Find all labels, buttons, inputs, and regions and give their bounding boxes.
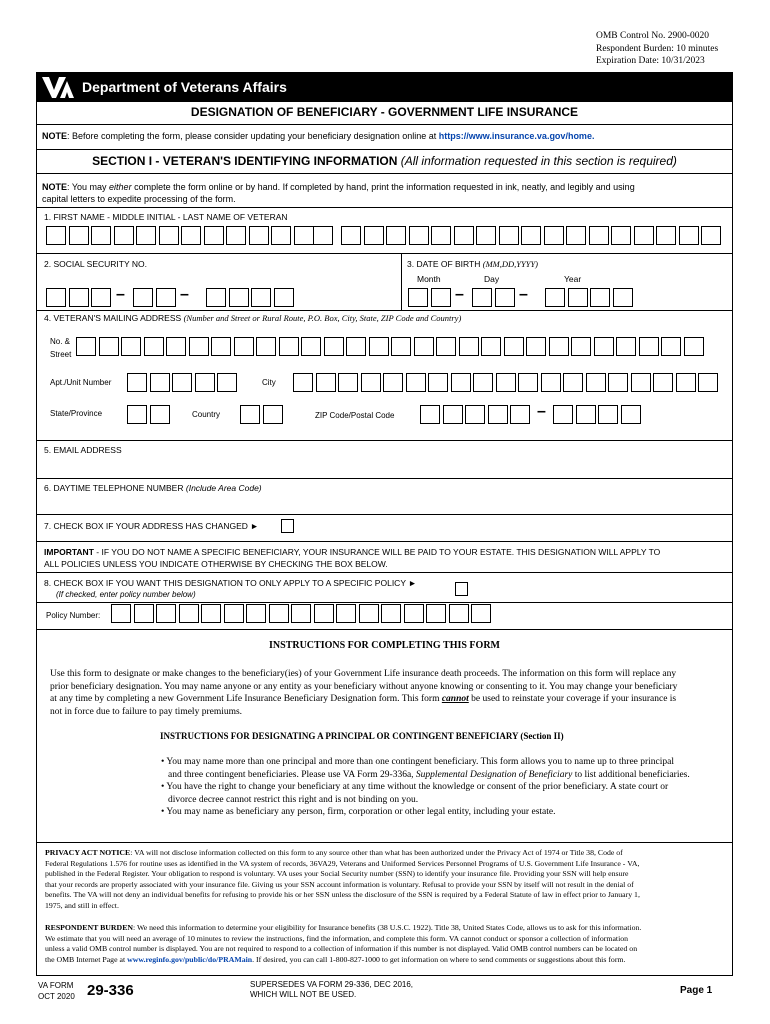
important-notice: IMPORTANT - IF YOU DO NOT NAME A SPECIFIC BENEFICIARY, YOUR INSURANCE WILL BE PAID TO YOUR ESTATE. THIS DESIGNATION WILL APPLY TO ALL POLICIES UNLESS YOU INDICATE OTHERWISE BY CHECKING THE BOX BELOW. [44,547,661,569]
char-box[interactable] [473,373,493,392]
char-box[interactable] [436,337,456,356]
form-number: 29-336 [87,982,134,999]
char-box[interactable] [465,405,485,424]
omb-expiration-date: Expiration Date: 10/31/2023 [596,56,705,66]
char-box[interactable] [121,337,141,356]
char-box[interactable] [568,288,588,307]
char-box[interactable] [454,226,474,245]
char-box[interactable] [408,288,428,307]
char-box[interactable] [172,373,192,392]
char-box[interactable] [428,373,448,392]
char-box[interactable] [526,337,546,356]
footer-form-id: VA FORM OCT 2020 [38,981,75,1001]
field-3-label: 3. DATE OF BIRTH (MM,DD,YYYY) [407,259,539,269]
divider [36,842,733,843]
char-box[interactable] [518,373,538,392]
char-box[interactable] [684,337,704,356]
char-box[interactable] [99,337,119,356]
char-box[interactable] [549,337,569,356]
char-box[interactable] [576,405,596,424]
char-box[interactable] [341,226,361,245]
char-box[interactable] [361,373,381,392]
char-box[interactable] [594,337,614,356]
policy-number-label: Policy Number: [46,611,101,620]
ssn-dash: – [180,286,189,303]
dob-dash: – [519,286,528,303]
char-box[interactable] [234,337,254,356]
char-box[interactable] [133,288,153,307]
char-box[interactable] [701,226,721,245]
char-box[interactable] [634,226,654,245]
char-box[interactable] [279,337,299,356]
department-name: Department of Veterans Affairs [82,79,287,95]
char-box[interactable] [476,226,496,245]
char-box[interactable] [541,373,561,392]
char-box[interactable] [653,373,673,392]
char-box[interactable] [224,604,244,623]
char-box[interactable] [338,373,358,392]
apt-label: Apt./Unit Number [50,378,112,387]
department-header [36,72,733,102]
char-box[interactable] [91,226,111,245]
char-box[interactable] [661,337,681,356]
instructions-paragraph: Use this form to designate or make changes to the beneficiary(ies) of your Government Life insurance death proceeds. The information on this form will replace any prior beneficiary designation. You may name anyone or any entity as your beneficiary without anyone knowing or consenting to it. You may change your beneficiary at any time by completing a new Government Life Insurance Beneficiary Designation form. This form cannot be used to reinstate your coverage if your insurance is not in force due to failure to pay timely premiums. [50,669,678,717]
divider [36,124,733,125]
divider [36,207,733,208]
city-label: City [262,378,276,387]
char-box[interactable] [249,226,269,245]
field-6-label: 6. DAYTIME TELEPHONE NUMBER (Include Area Code) [44,483,262,493]
char-box[interactable] [294,226,314,245]
divider [36,310,733,311]
instructions-title: INSTRUCTIONS FOR COMPLETING THIS FORM [269,640,500,651]
specific-policy-checkbox[interactable] [455,582,468,596]
char-box[interactable] [159,226,179,245]
char-box[interactable] [204,226,224,245]
char-box[interactable] [586,373,606,392]
divider [36,572,733,573]
char-box[interactable] [381,604,401,623]
char-box[interactable] [496,373,516,392]
form-title: DESIGNATION OF BENEFICIARY - GOVERNMENT LIFE INSURANCE [190,105,579,119]
char-box[interactable] [136,226,156,245]
divider [36,478,733,479]
char-box[interactable] [431,226,451,245]
country-boxes[interactable] [240,405,285,424]
char-box[interactable] [611,226,631,245]
char-box[interactable] [364,226,384,245]
dob-month-boxes[interactable] [408,288,453,307]
divider [36,440,733,441]
char-box[interactable] [69,226,89,245]
city-boxes[interactable] [293,373,721,392]
char-box[interactable] [553,405,573,424]
char-box[interactable] [314,604,334,623]
char-box[interactable] [217,373,237,392]
divider [36,514,733,515]
char-box[interactable] [616,337,636,356]
insurance-website-link[interactable]: https://www.insurance.va.gov/home. [438,131,595,141]
zip-part-2-boxes[interactable] [553,405,643,424]
field-1-label: 1. FIRST NAME - MIDDLE INITIAL - LAST NAME OF VETERAN [44,212,288,222]
char-box[interactable] [571,337,591,356]
char-box[interactable] [510,405,530,424]
char-box[interactable] [69,288,89,307]
char-box[interactable] [409,226,429,245]
char-box[interactable] [179,604,199,623]
char-box[interactable] [226,226,246,245]
char-box[interactable] [156,604,176,623]
dob-day-boxes[interactable] [472,288,517,307]
page-number: Page 1 [680,985,713,996]
char-box[interactable] [495,288,515,307]
respondent-burden-notice: RESPONDENT BURDEN: We need this information to determine your eligibility for Insurance benefits (38 U.S.C. 1922). Title 38, United States Code, allows us to ask for this information. We estimate that you will need an average of 10 minutes to review the instructions, find the information, and complete this form. VA cannot conduct or sponsor a collection of information unless a valid OMB control number is displayed. You are not required to respond to a collection of information if this number is not displayed. Valid OMB control numbers can be located on the OMB Internet Page at www.reginfo.gov/public/do/PRAMain. If desired, you can call 1-800-827-1000 to get information on where to send comments or suggestions about this form. [45,923,642,964]
char-box[interactable] [144,337,164,356]
divider [36,253,733,254]
divider [36,629,733,630]
ssn-part-3-boxes[interactable] [206,288,296,307]
street-label: No. & Street [50,337,72,359]
char-box[interactable] [598,405,618,424]
policy-number-boxes[interactable] [111,604,494,623]
char-box[interactable] [386,226,406,245]
char-box[interactable] [698,373,718,392]
char-box[interactable] [166,337,186,356]
char-box[interactable] [359,604,379,623]
address-changed-checkbox[interactable] [281,519,294,533]
char-box[interactable] [206,288,226,307]
char-box[interactable] [499,226,519,245]
char-box[interactable] [111,604,131,623]
state-label: State/Province [50,409,103,418]
supersedes-notice: SUPERSEDES VA FORM 29-336, DEC 2016, WHICH WILL NOT BE USED. [250,980,414,999]
divider [401,253,402,310]
char-box[interactable] [293,373,313,392]
char-box[interactable] [472,288,492,307]
beneficiary-instructions-title: INSTRUCTIONS FOR DESIGNATING A PRINCIPAL OR CONTINGENT BENEFICIARY (Section II) [160,731,564,741]
field-5-label: 5. EMAIL ADDRESS [44,445,122,455]
char-box[interactable] [127,373,147,392]
char-box[interactable] [181,226,201,245]
char-box[interactable] [316,373,336,392]
char-box[interactable] [449,604,469,623]
beneficiary-instructions-list: • You may name more than one principal and more than one contingent beneficiary. This form allows you to name up to three principal and three contingent beneficiaries. Please use VA Form 29-336a, Supplemental Designation of Beneficiary to list additional beneficiaries. • You have the right to change your beneficiary at any time without the knowledge or consent of the prior beneficiary. A state court or divorce decree cannot restrict this right and is not binding on you. • You may name as beneficiary any person, firm, corporation or other legal entity, including your estate. [161,757,690,817]
privacy-act-notice: PRIVACY ACT NOTICE: VA will not disclose information collected on this form to any source other than what has been authorized under the Privacy Act of 1974 or Title 38, Code of Federal Regulations 1.576 for routine uses as identified in the VA system of records, 36VA29, Veterans and Uniformed Services Personnel Programs of U.S. Government Life Insurance - VA, published in the Federal Register. Your obligation to respond is voluntary. VA uses your Social Security number (SSN) to identify your insurance file. Providing your SSN will help ensure that your records are properly associated with your insurance file. Giving us your SSN account information is voluntary. Refusal to provide your SSN by itself will not result in the denial of benefits. The VA will not deny an individual benefits for refusing to provide his or her SSN unless the disclosure of the SSN is required by a Federal Statute of law in effect prior to January 1, 1975, and still in effect. [45,848,640,910]
note-label: NOTE [42,131,68,141]
ssn-part-2-boxes[interactable] [133,288,178,307]
char-box[interactable] [229,288,249,307]
divider [36,149,733,150]
divider [36,602,733,603]
char-box[interactable] [127,405,147,424]
char-box[interactable] [301,337,321,356]
omb-info [596,30,718,68]
char-box[interactable] [656,226,676,245]
reginfo-link[interactable]: www.reginfo.gov/public/do/PRAMain [127,954,253,964]
char-box[interactable] [420,405,440,424]
month-label: Month [417,274,441,284]
char-box[interactable] [451,373,471,392]
ssn-dash: – [116,286,125,303]
char-box[interactable] [608,373,628,392]
char-box[interactable] [488,405,508,424]
char-box[interactable] [189,337,209,356]
char-box[interactable] [621,405,641,424]
char-box[interactable] [263,405,283,424]
char-box[interactable] [406,373,426,392]
char-box[interactable] [431,288,451,307]
char-box[interactable] [639,337,659,356]
note-text: : Before completing the form, please consider updating your beneficiary designation online at [67,131,439,141]
char-box[interactable] [631,373,651,392]
email-field[interactable] [44,456,724,476]
char-box[interactable] [156,288,176,307]
char-box[interactable] [391,337,411,356]
char-box[interactable] [613,288,633,307]
char-box[interactable] [404,604,424,623]
apt-boxes[interactable] [127,373,240,392]
divider [36,173,733,174]
char-box[interactable] [676,373,696,392]
char-box[interactable] [291,604,311,623]
char-box[interactable] [76,337,96,356]
field-8-label: 8. CHECK BOX IF YOU WANT THIS DESIGNATION TO ONLY APPLY TO A SPECIFIC POLICY ► [44,578,417,588]
char-box[interactable] [383,373,403,392]
dob-dash: – [455,286,464,303]
first-name-boxes[interactable] [46,226,316,245]
completion-note: NOTE: You may either complete the form online or by hand. If completed by hand, print the information requested in ink, neatly, and legibly and using capital letters to expedite processing of the form. [42,182,635,204]
online-note [42,131,594,141]
phone-field[interactable] [44,494,724,512]
char-box[interactable] [201,604,221,623]
zip-dash: – [537,403,546,420]
field-7-label: 7. CHECK BOX IF YOUR ADDRESS HAS CHANGED ► [44,521,259,531]
divider [36,541,733,542]
char-box[interactable] [369,337,389,356]
char-box[interactable] [195,373,215,392]
country-label: Country [192,410,221,419]
char-box[interactable] [566,226,586,245]
street-boxes[interactable] [76,337,706,356]
char-box[interactable] [150,373,170,392]
char-box[interactable] [271,226,291,245]
omb-respondent-burden: Respondent Burden: 10 minutes [596,43,719,54]
state-boxes[interactable] [127,405,172,424]
char-box[interactable] [545,288,565,307]
char-box[interactable] [313,226,333,245]
year-label: Year [564,274,582,284]
char-box[interactable] [256,337,276,356]
char-box[interactable] [679,226,699,245]
char-box[interactable] [471,604,491,623]
char-box[interactable] [544,226,564,245]
va-seal-icon [40,74,76,100]
char-box[interactable] [269,604,289,623]
field-8-hint: (If checked, enter policy number below) [56,590,196,599]
char-box[interactable] [336,604,356,623]
char-box[interactable] [91,288,111,307]
char-box[interactable] [443,405,463,424]
char-box[interactable] [426,604,446,623]
day-label: Day [484,274,500,284]
char-box[interactable] [521,226,541,245]
omb-control-number: OMB Control No. 2900-0020 [596,31,709,41]
char-box[interactable] [459,337,479,356]
char-box[interactable] [46,288,66,307]
field-2-label: 2. SOCIAL SECURITY NO. [44,259,147,269]
char-box[interactable] [134,604,154,623]
char-box[interactable] [114,226,134,245]
field-4-label: 4. VETERAN'S MAILING ADDRESS (Number and Street or Rural Route, P.O. Box, City, State, ZIP Code and Country) [44,313,462,323]
char-box[interactable] [481,337,501,356]
char-box[interactable] [251,288,271,307]
char-box[interactable] [563,373,583,392]
char-box[interactable] [240,405,260,424]
middle-initial-box[interactable] [313,226,336,245]
char-box[interactable] [150,405,170,424]
char-box[interactable] [324,337,344,356]
char-box[interactable] [274,288,294,307]
char-box[interactable] [504,337,524,356]
char-box[interactable] [211,337,231,356]
char-box[interactable] [589,226,609,245]
char-box[interactable] [590,288,610,307]
dob-year-boxes[interactable] [545,288,635,307]
char-box[interactable] [246,604,266,623]
char-box[interactable] [346,337,366,356]
char-box[interactable] [46,226,66,245]
zip-label: ZIP Code/Postal Code [315,411,395,420]
ssn-part-1-boxes[interactable] [46,288,114,307]
section-1-title: SECTION I - VETERAN'S IDENTIFYING INFORMATION (All information requested in this section is required) [92,154,677,168]
last-name-boxes[interactable] [341,226,724,245]
zip-part-1-boxes[interactable] [420,405,533,424]
char-box[interactable] [414,337,434,356]
